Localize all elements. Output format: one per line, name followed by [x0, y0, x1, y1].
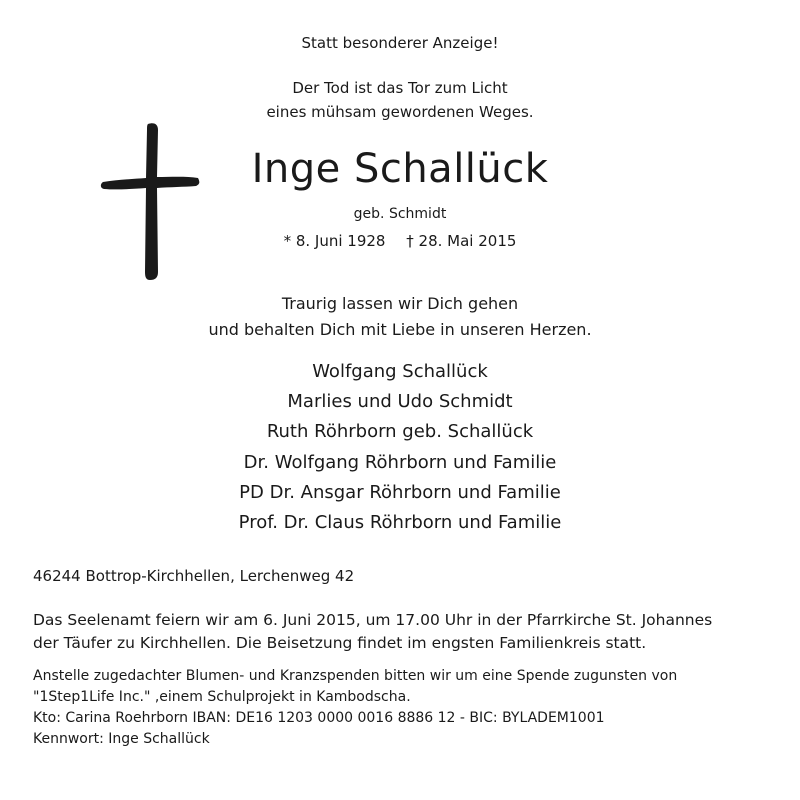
mourner-name: Ruth Röhrborn geb. Schallück — [266, 421, 534, 442]
mourner-name: Dr. Wolfgang Röhrborn und Familie — [243, 452, 557, 473]
donation-keyword: Kennwort: Inge Schallück — [33, 731, 210, 747]
farewell-line-1: Traurig lassen wir Dich gehen — [281, 294, 519, 313]
mourner-name: Marlies und Udo Schmidt — [287, 391, 513, 412]
farewell-line-2: und behalten Dich mit Liebe in unseren Herzen. — [208, 320, 592, 339]
mourner-name: Wolfgang Schallück — [312, 361, 488, 382]
service-info-line-2: der Täufer zu Kirchhellen. Die Beisetzung findet im engsten Familienkreis statt. — [33, 634, 647, 652]
donation-line-2: "1Step1Life Inc." ,einem Schulprojekt in Kambodscha. — [33, 689, 411, 705]
life-dates — [0, 232, 800, 250]
birth-date: * 8. Juni 1928 — [283, 232, 386, 250]
mourner-name: Prof. Dr. Claus Röhrborn und Familie — [238, 512, 562, 533]
donation-bank-details: Kto: Carina Roehrborn IBAN: DE16 1203 0000 0016 8886 12 - BIC: BYLADEM1001 — [33, 710, 605, 726]
service-info-line-1: Das Seelenamt feiern wir am 6. Juni 2015, um 17.00 Uhr in der Pfarrkirche St. Johannes — [33, 611, 713, 629]
death-date: † 28. Mai 2015 — [406, 232, 517, 250]
notice-header: Statt besonderer Anzeige! — [301, 34, 499, 52]
deceased-name: Inge Schallück — [251, 146, 549, 192]
motto-line-2: eines mühsam gewordenen Weges. — [266, 103, 534, 121]
donation-line-1: Anstelle zugedachter Blumen- und Kranzspenden bitten wir um eine Spende zugunsten von — [33, 668, 678, 684]
address: 46244 Bottrop-Kirchhellen, Lerchenweg 42 — [33, 567, 355, 585]
motto-line-1: Der Tod ist das Tor zum Licht — [292, 79, 508, 97]
mourner-name: PD Dr. Ansgar Röhrborn und Familie — [239, 482, 561, 503]
born-name: geb. Schmidt — [353, 206, 447, 222]
